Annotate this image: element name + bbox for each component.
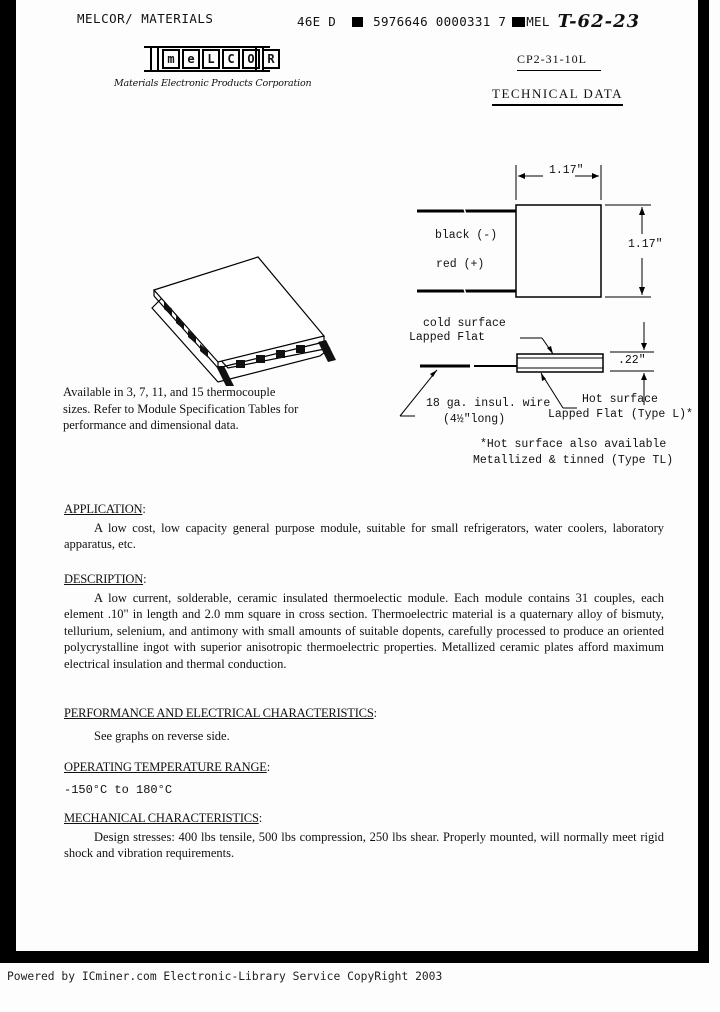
availability-note: Available in 3, 7, 11, and 15 thermocouple sizes. Refer to Module Specification Tables for performance and dimensional data.	[63, 385, 299, 432]
cold-surface-finish-label: Lapped Flat	[409, 331, 485, 344]
description-section	[64, 571, 664, 673]
heading-colon: :	[266, 760, 271, 774]
logo-letter: L	[202, 49, 220, 69]
wire-length-label: (4½"long)	[443, 413, 506, 426]
wire-gauge-label: 18 ga. insul. wire	[426, 397, 551, 410]
height-dimension-label: 1.17"	[628, 238, 663, 251]
description-body: A low current, solderable, ceramic insulated thermoelectic module. Each module contains 31 couples, each element .10" in length and 2.0 mm square in cross section. Thermoelectric material is a quaternary alloy of bismuty, tellurium, selenium, and antimony with small amounts of suitable dopents, carefully processed to produce an oriented polycrystalline ingot with superior anisotropic thermoelectric properties. Metallized ceramic plates afford maximum electrical insulation and thermal conduction.	[64, 590, 664, 671]
hot-surface-finish-label: Lapped Flat (Type L)*	[548, 408, 693, 421]
mechanical-body: Design stresses: 400 lbs tensile, 500 lbs compression, 250 lbs shear. Properly mounted, will normally meet rigid shock and vibration requirements.	[64, 829, 664, 861]
logo-letter: O	[242, 49, 260, 69]
temperature-heading: OPERATING TEMPERATURE RANGE	[64, 760, 267, 774]
melcor-logo	[142, 45, 275, 73]
part-number: CP2-31-10L	[517, 52, 601, 71]
black-square-mark	[512, 17, 525, 27]
document-type-title: TECHNICAL DATA	[492, 86, 623, 106]
logo-letter: R	[262, 49, 280, 69]
mechanical-section	[64, 810, 664, 862]
code-part-3: MEL	[526, 14, 550, 29]
temperature-section	[64, 759, 664, 798]
description-heading: DESCRIPTION	[64, 572, 144, 586]
logo-tagline: Materials Electronic Products Corporation	[114, 78, 312, 89]
cold-surface-label: cold surface	[423, 317, 506, 330]
performance-section	[64, 705, 664, 744]
module-isometric-illustration	[140, 250, 340, 390]
heading-colon: :	[143, 572, 147, 586]
logo-letter: e	[182, 49, 200, 69]
mechanical-heading: MECHANICAL CHARACTERISTICS	[64, 811, 259, 825]
footer-copyright: Powered by ICminer.com Electronic-Library Service CopyRight 2003	[7, 970, 443, 983]
heading-colon: :	[373, 706, 378, 720]
performance-heading: PERFORMANCE AND ELECTRICAL CHARACTERISTICS	[64, 706, 374, 720]
black-wire-label: black (-)	[435, 229, 498, 242]
thickness-dimension-label: .22"	[618, 354, 646, 367]
code-part-2: 5976646 0000331 7	[373, 14, 507, 29]
company-header: MELCOR/ MATERIALS	[77, 11, 214, 26]
black-square-mark	[352, 17, 363, 27]
hot-surface-note-line1: *Hot surface also available	[480, 438, 667, 451]
scan-border-left	[0, 0, 16, 963]
hot-surface-label: Hot surface	[582, 393, 658, 406]
scan-border-right	[698, 0, 709, 963]
performance-body: See graphs on reverse side.	[94, 728, 230, 743]
scan-border-bottom	[0, 951, 709, 963]
application-body: A low cost, low capacity general purpose module, suitable for small refrigerators, water coolers, laboratory apparatus, etc.	[64, 520, 664, 552]
logo-letter: C	[222, 49, 240, 69]
application-section	[64, 501, 664, 553]
document-code	[297, 11, 640, 32]
heading-colon: :	[142, 502, 146, 516]
temperature-range: -150°C to 180°C	[64, 782, 173, 797]
heading-colon: :	[258, 811, 263, 825]
width-dimension-label: 1.17"	[549, 164, 584, 177]
code-part-1: 46E D	[297, 14, 337, 29]
logo-letter: m	[162, 49, 180, 69]
handwritten-reference: T-62-23	[557, 11, 641, 32]
logo-letters	[162, 49, 280, 69]
application-heading: APPLICATION	[64, 502, 143, 516]
hot-surface-note-line2: Metallized & tinned (Type TL)	[473, 454, 674, 467]
red-wire-label: red (+)	[436, 258, 485, 271]
